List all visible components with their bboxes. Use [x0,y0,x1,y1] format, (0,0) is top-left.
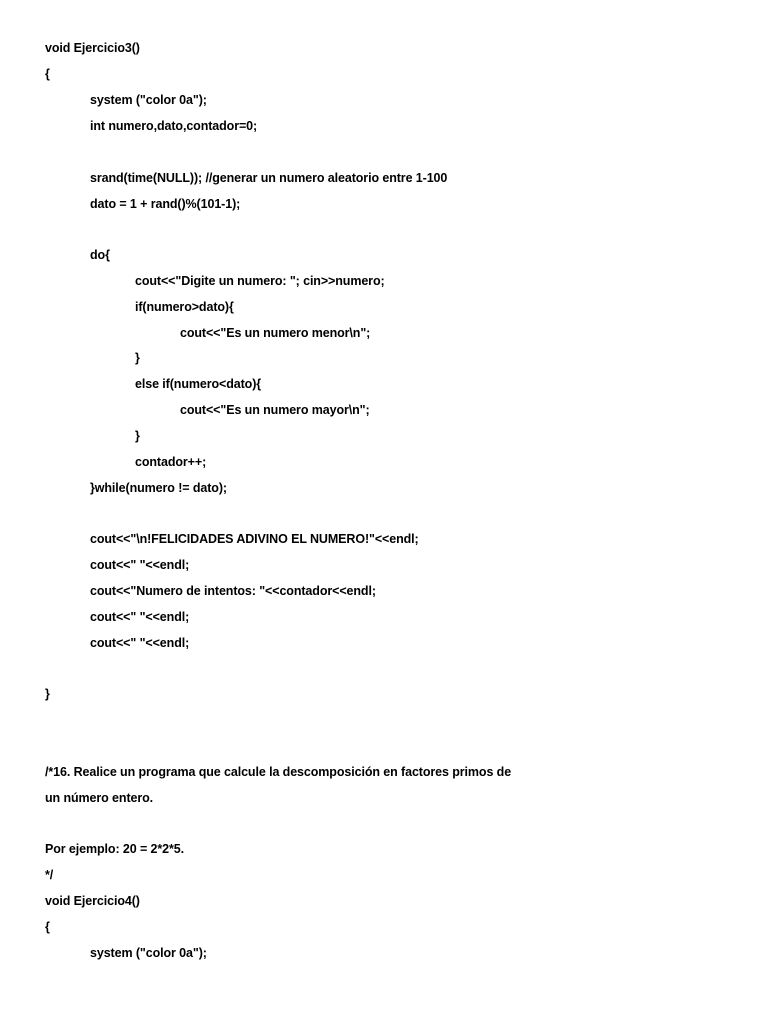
code-line: cout<<"\n!FELICIDADES ADIVINO EL NUMERO!"<<endl; [90,532,419,546]
code-line: { [45,920,50,934]
code-line: cout<<"Es un numero mayor\n"; [180,403,370,417]
code-line: else if(numero<dato){ [135,377,262,391]
code-line: void Ejercicio3() [45,41,140,55]
code-line: contador++; [135,455,207,469]
code-line: do{ [90,248,110,262]
code-line: cout<<" "<<endl; [90,558,190,572]
comment-line: Por ejemplo: 20 = 2*2*5. [45,842,184,856]
comment-line: */ [45,868,54,882]
comment-line: /*16. Realice un programa que calcule la descomposición en factores primos de [45,765,512,779]
comment-line: un número entero. [45,791,154,805]
code-line: if(numero>dato){ [135,300,234,314]
code-line: srand(time(NULL)); //generar un numero aleatorio entre 1-100 [90,171,448,185]
code-line: cout<<" "<<endl; [90,636,190,650]
code-line: } [135,351,140,365]
code-line: system ("color 0a"); [90,93,207,107]
code-line: cout<<"Es un numero menor\n"; [180,326,371,340]
code-line: int numero,dato,contador=0; [90,119,258,133]
code-line: } [45,687,50,701]
code-line: void Ejercicio4() [45,894,140,908]
code-line: { [45,67,50,81]
code-line: system ("color 0a"); [90,946,207,960]
code-line: cout<<" "<<endl; [90,610,190,624]
code-line: dato = 1 + rand()%(101-1); [90,197,241,211]
code-line: }while(numero != dato); [90,481,227,495]
code-line: cout<<"Numero de intentos: "<<contador<<endl; [90,584,376,598]
code-line: } [135,429,140,443]
code-line: cout<<"Digite un numero: "; cin>>numero; [135,274,385,288]
